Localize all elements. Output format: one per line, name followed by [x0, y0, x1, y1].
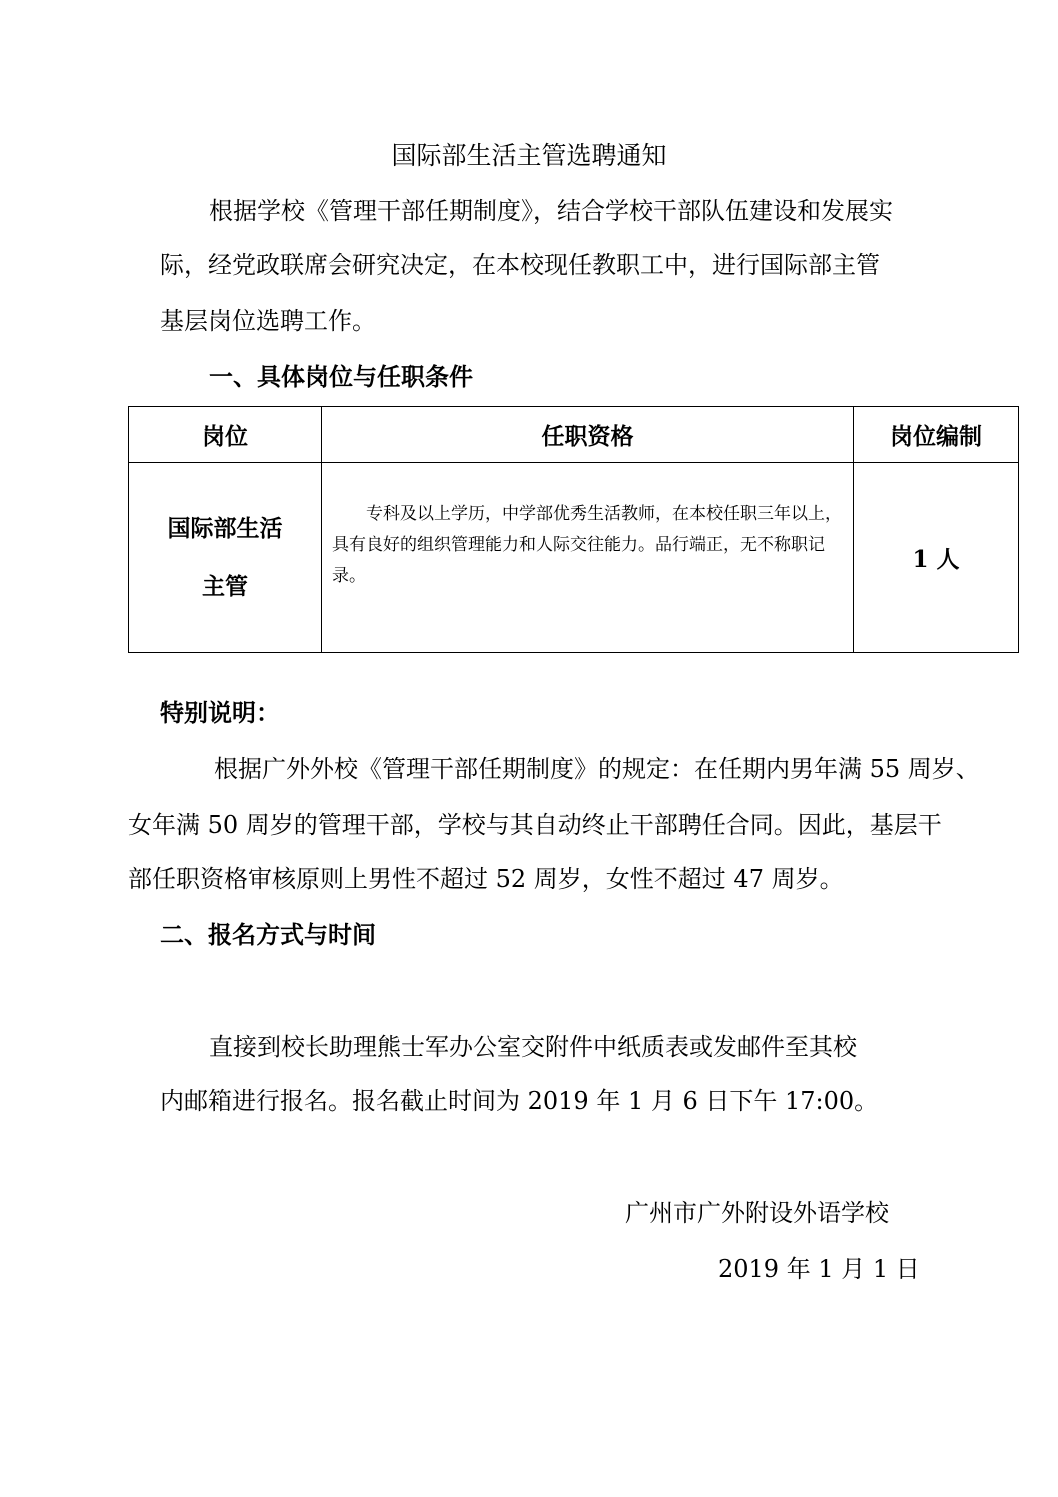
requirements-text: 专科及以上学历，中学部优秀生活教师，在本校任职三年以上，具有良好的组织管理能力和人际交往能力。品行端正，无不称职记录。 [332, 504, 842, 586]
table-header-row [129, 407, 1019, 463]
special-note-line-3: 部任职资格审核原则上男性不超过 52 周岁，女性不超过 47 周岁。 [128, 865, 844, 893]
header-headcount: 岗位编制 [854, 407, 1019, 463]
signature-organization: 广州市广外附设外语学校 [625, 1199, 889, 1227]
table-row [129, 463, 1019, 653]
registration-line-1: 直接到校长助理熊士军办公室交附件中纸质表或发邮件至其校 [209, 1033, 857, 1061]
positions-table [128, 406, 1019, 653]
special-note-line-1: 根据广外外校《管理干部任期制度》的规定：在任期内男年满 55 周岁、 [214, 755, 980, 783]
post-line-2: 主管 [202, 572, 248, 600]
special-note-line-2: 女年满 50 周岁的管理干部，学校与其自动终止干部聘任合同。因此，基层干 [128, 811, 942, 839]
post-line-1: 国际部生活 [167, 514, 283, 542]
intro-line-3: 基层岗位选聘工作。 [160, 307, 376, 335]
intro-line-1: 根据学校《管理干部任期制度》，结合学校干部队伍建设和发展实 [209, 197, 893, 225]
registration-line-2: 内邮箱进行报名。报名截止时间为 2019 年 1 月 6 日下午 17:00。 [160, 1087, 879, 1115]
cell-requirements [322, 463, 854, 653]
page-title: 国际部生活主管选聘通知 [391, 141, 667, 170]
section-2-heading: 二、报名方式与时间 [160, 920, 376, 949]
cell-post [129, 463, 322, 653]
intro-line-2: 际，经党政联席会研究决定，在本校现任教职工中，进行国际部主管 [160, 251, 880, 279]
section-1-heading: 一、具体岗位与任职条件 [209, 362, 473, 391]
signature-date: 2019 年 1 月 1 日 [718, 1255, 920, 1283]
header-requirements: 任职资格 [322, 407, 854, 463]
special-note-heading: 特别说明： [160, 698, 280, 727]
header-post: 岗位 [129, 407, 322, 463]
cell-headcount: 1 人 [854, 463, 1019, 653]
